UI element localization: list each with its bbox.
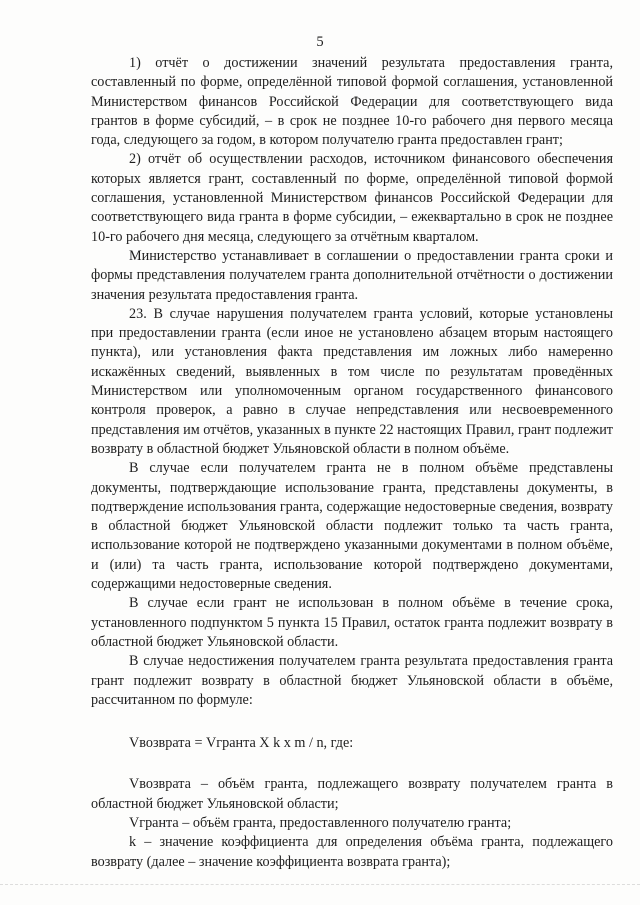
paragraph-item-23: 23. В случае нарушения получателем гранта условий, которые установлены при предоставлении гранта (если иное не установлено абзацем вторым настоящего пункта), или установления факта представления им ложных либо намеренно искажённых сведений, выявленных в том числе по результатам проведённых Министерством или уполномоченным органом государственного финансового контроля проверок, а равно в случае непредставления или несвоевременного представления им отчётов, указанных в пункте 22 настоящих Правил, грант подлежит возврату в областной бюджет Ульяновской области в полном объёме.: [91, 305, 613, 457]
paragraph-report-expenses: 2) отчёт об осуществлении расходов, источником финансового обеспечения которых является грант, составленный по форме, определённой типовой формой соглашения, установленной Министерством финансов Российской Федерации для соответствующего вида гранта в форме субсидии, – ежеквартально в срок не позднее 10-го рабочего дня месяца, следующего за отчётным кварталом.: [91, 151, 613, 245]
paragraph-result-not-achieved: В случае недостижения получателем гранта результата предоставления гранта грант подлежит возврату в областной бюджет Ульяновской области в объёме, рассчитанном по формуле:: [91, 653, 613, 708]
page-number: 5: [316, 34, 324, 50]
definition-v-grant: Vгранта – объём гранта, предоставленного получателю гранта;: [129, 814, 512, 831]
scan-bottom-edge: [0, 884, 640, 886]
definition-k: k – значение коэффициента для определения объёма гранта, подлежащего возврату (далее – значение коэффициента возврата гранта);: [91, 834, 613, 870]
paragraph-additional-reporting: Министерство устанавливает в соглашении о предоставлении гранта сроки и формы представления получателем гранта дополнительной отчётности о достижении значения результата предоставления гранта.: [91, 247, 613, 303]
document-body: [91, 54, 613, 872]
definition-v-return: Vвозврата – объём гранта, подлежащего возврату получателем гранта в областной бюджет Ульяновской области;: [91, 776, 613, 812]
paragraph-partial-documents: В случае если получателем гранта не в полном объёме представлены документы, подтверждающие использование гранта, представлены документы, в подтверждение использования гранта, содержащие недостоверные сведения, возврату в областной бюджет Ульяновской области подлежит только та часть гранта, использование которой не подтверждено указанными документами в полном объёме, и (или) та часть гранта, использование которой подтверждено документами, содержащими недостоверные сведения.: [91, 460, 613, 593]
paragraph-report-results: 1) отчёт о достижении значений результата предоставления гранта, составленный по форме, определённой типовой формой соглашения, установленной Министерством финансов Российской Федерации для соответствующего вида грантов в форме субсидий, – в срок не позднее 10-го рабочего дня первого месяца года, следующего за годом, в котором получателю гранта предоставлен грант;: [91, 55, 613, 149]
formula: Vвозврата = Vгранта X k x m / n, где:: [129, 735, 354, 752]
paragraph-unused-grant: В случае если грант не использован в полном объёме в течение срока, установленного подпунктом 5 пункта 15 Правил, остаток гранта подлежит возврату в областной бюджет Ульяновской области.: [91, 595, 613, 650]
